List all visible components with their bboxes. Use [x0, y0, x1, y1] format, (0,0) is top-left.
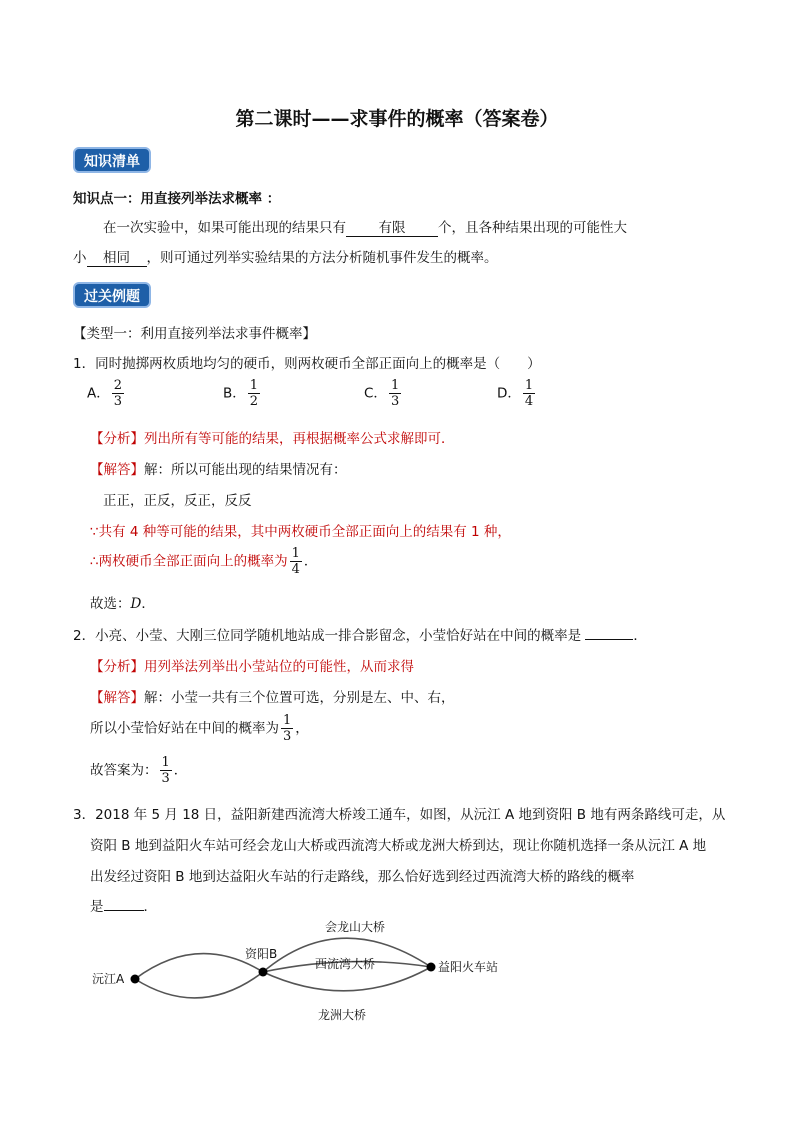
page-title: 第二课时——求事件的概率（答案卷） [235, 108, 559, 130]
fraction [290, 546, 302, 577]
therefore-text: ∴两枚硬币全部正面向上的概率为 [90, 553, 288, 570]
answer-blank [585, 639, 633, 640]
numerator: 1 [249, 378, 259, 393]
denominator: 3 [390, 394, 400, 409]
q2-result-line [90, 713, 309, 744]
bridge-bottom-label: 龙洲大桥 [318, 1008, 367, 1022]
q1-option-c [364, 378, 403, 409]
denominator: 3 [161, 771, 170, 786]
fraction [389, 378, 401, 409]
route-diagram [80, 912, 520, 1027]
final-text: 故答案为： [90, 762, 158, 779]
numerator: 1 [161, 755, 170, 770]
stem-text: 2．小亮、小莹、大刚三位同学随机地站成一排合影留念，小莹恰好站在中间的概率是 [73, 628, 586, 644]
numerator: 1 [283, 713, 292, 728]
denominator: 3 [113, 394, 123, 409]
numerator: 1 [390, 378, 400, 393]
node-c-dot [427, 963, 436, 972]
numerator: 1 [524, 378, 534, 393]
comma: ， [295, 720, 309, 737]
period: ． [143, 899, 157, 915]
answer-text: 解：小莹一共有三个位置可选，分别是左、中、右， [144, 690, 455, 706]
knowledge-line-1 [103, 216, 627, 237]
answer-text: 解：所以可能出现的结果情况有： [144, 462, 347, 478]
answer-blank [104, 910, 144, 911]
text: 小 [73, 250, 87, 266]
fraction [248, 378, 260, 409]
node-a-dot [131, 975, 140, 984]
answer-tag: 【解答】 [90, 690, 144, 706]
knowledge-line-2 [73, 246, 498, 267]
q1-choice [90, 592, 155, 612]
option-label: B． [223, 385, 246, 402]
period: ． [173, 762, 188, 779]
text: 个，且各种结果出现的可能性大 [438, 220, 627, 236]
line-text: 是 [90, 899, 104, 915]
fraction [281, 713, 293, 744]
option-label: C． [364, 385, 387, 402]
q2-analysis [90, 655, 414, 675]
node-b-dot [259, 968, 268, 977]
fraction [523, 378, 535, 409]
q1-outcomes: 正正，正反，反正，反反 [103, 493, 252, 509]
option-label: D． [497, 385, 521, 402]
analysis-tag: 【分析】 [90, 431, 144, 447]
period: ． [141, 596, 155, 612]
analysis-text: 用列举法列举出小莹站位的可能性，从而求得 [144, 659, 414, 675]
q1-option-b [223, 378, 262, 409]
knowledge-point-label: 知识点一：用直接列举法求概率 ： [73, 191, 281, 207]
route-a-b-lower [135, 972, 263, 998]
bridge-top-label: 会龙山大桥 [325, 920, 386, 934]
node-a-label: 沅江A [92, 972, 125, 986]
denominator: 4 [524, 394, 534, 409]
result-text: 所以小莹恰好站在中间的概率为 [90, 720, 279, 737]
node-c-label: 益阳火车站 [438, 960, 499, 974]
denominator: 2 [249, 394, 259, 409]
node-b-label: 资阳B [245, 947, 278, 961]
q1-option-d [497, 378, 537, 409]
section-tag-knowledge: 知识清单 [73, 147, 151, 173]
q1-therefore [90, 546, 317, 577]
text: ，则可通过列举实验结果的方法分析随机事件发生的概率。 [146, 250, 498, 266]
q1-stem: 1．同时抛掷两枚质地均匀的硬币，则两枚硬币全部正面向上的概率是（ ） [73, 356, 541, 372]
period: ． [303, 553, 318, 570]
q2-final [90, 755, 187, 786]
choice-text: 故选： [90, 596, 131, 612]
q3-line-2: 资阳 B 地到益阳火车站可经会龙山大桥或西流湾大桥或龙洲大桥到达，现让你随机选择一条从沅江 A 地 [90, 838, 707, 854]
q3-line-3: 出发经过资阳 B 地到达益阳火车站的行走路线，那么恰好选到经过西流湾大桥的路线的概率 [90, 869, 635, 885]
period: ． [633, 628, 647, 644]
numerator: 2 [113, 378, 123, 393]
section-tag-examples: 过关例题 [73, 282, 151, 308]
option-label: A． [87, 385, 110, 402]
q2-answer [90, 686, 455, 706]
type-heading: 【类型一：利用直接列举法求事件概率】 [73, 326, 316, 342]
numerator: 1 [291, 546, 300, 561]
blank-1: 有限 [346, 220, 438, 237]
q1-option-a [87, 378, 126, 409]
denominator: 4 [291, 562, 300, 577]
route-a-b-upper [135, 954, 263, 979]
fraction [112, 378, 124, 409]
q1-answer [90, 458, 347, 478]
q1-analysis [90, 427, 455, 447]
analysis-tag: 【分析】 [90, 659, 144, 675]
choice-letter: D [130, 596, 142, 612]
q3-line-1: 3．2018 年 5 月 18 日，益阳新建西流湾大桥竣工通车，如图，从沅江 A 地到资阳 B 地有两条路线可走，从 [73, 807, 726, 823]
bridge-mid-label: 西流湾大桥 [315, 957, 376, 971]
denominator: 3 [283, 729, 292, 744]
answer-tag: 【解答】 [90, 462, 144, 478]
q1-because: ∵共有 4 种等可能的结果，其中两枚硬币全部正面向上的结果有 1 种， [90, 524, 511, 540]
analysis-text: 列出所有等可能的结果，再根据概率公式求解即可． [144, 431, 455, 447]
fraction [160, 755, 172, 786]
text: 在一次实验中，如果可能出现的结果只有 [103, 220, 346, 236]
q2-stem [73, 624, 647, 644]
blank-2: 相同 [87, 250, 147, 267]
